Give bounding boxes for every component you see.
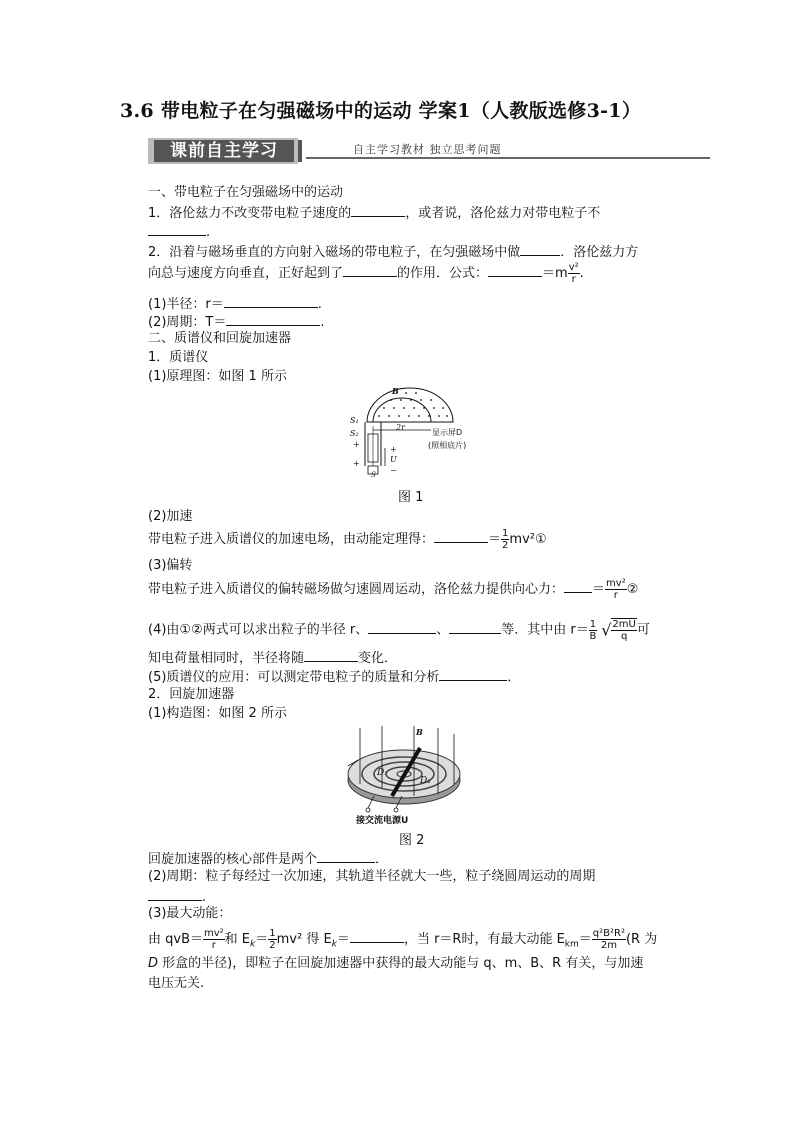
text: ② [626, 582, 639, 597]
text: (R 为 [625, 932, 658, 947]
subheading-mass-spectrometer: 1．质谱仪 [148, 350, 209, 365]
fig1-label-s: S [371, 471, 376, 479]
paragraph-2-cont [148, 262, 584, 285]
figure-1-caption: 图 1 [398, 490, 424, 505]
paragraph-6 [148, 667, 520, 686]
fill-blank[interactable] [317, 849, 375, 863]
text: 带电粒子进入质谱仪的偏转磁场做匀速圆周运动，洛伦兹力提供向心力： [148, 582, 565, 597]
section-1-heading: 一、带电粒子在匀强磁场中的运动 [148, 185, 344, 200]
fill-blank[interactable] [350, 929, 404, 943]
section-2-heading: 二、质谱仪和回旋加速器 [148, 331, 292, 346]
fill-blank[interactable] [434, 529, 488, 543]
text: mv² 得 E [276, 932, 332, 947]
text: (2)周期：T＝ [148, 315, 227, 330]
banner-divider [298, 140, 302, 162]
figure-1-intro: (1)原理图：如图 1 所示 [148, 369, 287, 384]
fill-blank[interactable] [351, 203, 405, 217]
text: 、 [436, 622, 450, 638]
max-energy-explanation [148, 955, 643, 972]
paragraph-1 [148, 203, 600, 222]
denominator: 2m [600, 940, 617, 951]
fig1-label-film: (照相底片) [428, 441, 467, 450]
text: 回旋加速器的核心部件是两个 [148, 852, 318, 867]
fill-blank[interactable] [148, 887, 202, 901]
numerator: 1 [502, 528, 509, 539]
figure-2-intro: (1)构造图：如图 2 所示 [148, 706, 287, 721]
text: 1．洛伦兹力不改变带电粒子速度的 [148, 206, 352, 221]
fig1-label-u: U [390, 455, 397, 464]
fill-blank[interactable] [148, 222, 206, 236]
period-line [148, 312, 325, 331]
cyclotron-diagram [346, 724, 462, 824]
fill-blank[interactable] [439, 667, 507, 681]
fill-blank[interactable] [304, 648, 358, 662]
text: ＝ [255, 932, 269, 947]
paragraph-1-cont [148, 222, 210, 241]
fraction [611, 618, 636, 642]
text: . [317, 297, 322, 312]
paragraph-4 [148, 618, 650, 642]
section-banner [148, 138, 710, 164]
fill-blank[interactable] [564, 579, 592, 593]
text: ＝ [488, 532, 502, 547]
fig1-label-2r: 2r [396, 423, 405, 432]
text: 由 qvB＝ [148, 932, 203, 947]
text: ＝ [578, 932, 592, 947]
text: 带电粒子进入质谱仪的加速电场，由动能定理得： [148, 532, 435, 547]
fraction [203, 928, 225, 951]
max-energy-conclusion: 电压无关. [148, 976, 205, 991]
text: ． [375, 852, 389, 867]
page-title: 3.6 带电粒子在匀强磁场中的运动 学案1（人教版选修3-1） [120, 100, 642, 122]
fig1-minus-sign: − [390, 466, 397, 475]
numerator: mv² [204, 928, 224, 939]
fig1-label-b: B [392, 386, 399, 396]
text: ． [507, 670, 521, 685]
text: . [579, 266, 584, 281]
fig1-label-s2: S₂ [350, 429, 359, 438]
period-text: (2)周期：粒子每经过一次加速，其轨道半径就大一些，粒子绕圆周运动的周期 [148, 869, 596, 884]
period-text-cont [148, 887, 206, 906]
figure-2-caption: 图 2 [399, 833, 425, 848]
max-energy-heading: (3)最大动能： [148, 906, 232, 921]
denominator: B [589, 630, 597, 642]
radius-line [148, 294, 322, 313]
text: . [206, 225, 211, 240]
text: 向总与速度方向垂直，正好起到了 [148, 266, 344, 281]
fill-blank[interactable] [343, 263, 397, 277]
numerator: 1 [269, 928, 276, 939]
fig2-label-b: B [416, 727, 423, 737]
text: ，当 r＝R时，有最大动能 E [403, 932, 565, 947]
denominator: r [211, 940, 216, 951]
text: ＝ [336, 932, 350, 947]
fraction [268, 928, 276, 951]
numerator: v² [568, 262, 579, 273]
banner-label: 课前自主学习 [154, 140, 294, 162]
text: ．洛伦兹力方 [560, 245, 639, 260]
text: . [202, 890, 207, 905]
text: 2．沿着与磁场垂直的方向射入磁场的带电粒子，在匀强磁场中做 [148, 245, 521, 260]
max-energy-formula [148, 928, 657, 954]
text: ，或者说，洛伦兹力对带电粒子不 [405, 206, 601, 221]
text: mv²① [509, 532, 547, 547]
fraction [589, 619, 597, 642]
text: (1)半径：r＝ [148, 297, 224, 312]
numerator: q²B²R² [592, 928, 625, 939]
banner-rule [306, 157, 710, 159]
fraction [605, 578, 627, 601]
text: . [320, 315, 325, 330]
denominator: 2 [502, 540, 509, 551]
numerator: 2mU [612, 619, 636, 630]
sqrt-sign: √ [601, 620, 612, 640]
fig1-label-s1: S₁ [350, 416, 359, 425]
numerator: mv² [606, 578, 626, 589]
subheading-cyclotron: 2．回旋加速器 [148, 687, 235, 702]
text: 和 E [224, 932, 251, 947]
subscript: km [564, 939, 579, 950]
text: 变化． [358, 651, 398, 666]
fill-blank[interactable] [520, 242, 560, 256]
core-components [148, 849, 388, 868]
denominator: r [613, 590, 618, 601]
numerator: 1 [589, 618, 597, 630]
text: 形盒的半径)，即粒子在回旋加速器中获得的最大动能与 q、m、B、R 有关，与加速 [158, 956, 644, 971]
fig2-label-d1: D₁ [377, 768, 388, 778]
fig1-plus-sign: + [353, 440, 360, 449]
fig2-label-d2: D₂ [420, 776, 431, 786]
deflection-text [148, 578, 638, 601]
paragraph-5 [148, 648, 397, 667]
fig1-plus-sign: + [390, 445, 397, 454]
text: D [148, 956, 159, 971]
text: 等．其中由 r＝ [501, 622, 589, 638]
banner-subtitle: 自主学习教材 独立思考问题 [353, 143, 502, 156]
text: 知电荷量相同时，半径将随 [148, 651, 305, 666]
denominator: q [620, 631, 628, 642]
fig2-label-source: 接交流电源U [356, 816, 409, 826]
fig1-label-screen: 显示屏D [432, 428, 463, 437]
fill-blank[interactable] [226, 312, 320, 326]
subscript: k [331, 939, 337, 950]
fraction [568, 262, 580, 285]
fill-blank[interactable] [449, 620, 501, 634]
text: 可 [636, 622, 650, 638]
fill-blank[interactable] [368, 620, 436, 634]
fill-blank[interactable] [488, 263, 542, 277]
acceleration-text [148, 528, 547, 551]
subscript: k [250, 939, 256, 950]
text: (4)由①②两式可以求出粒子的半径 r、 [148, 622, 369, 638]
text: ＝ [592, 582, 606, 597]
acceleration-heading: (2)加速 [148, 509, 193, 524]
denominator: 2 [269, 940, 276, 951]
text: ＝m [542, 266, 568, 281]
fraction [592, 928, 626, 951]
fill-blank[interactable] [224, 294, 318, 308]
text: 的作用．公式： [397, 266, 489, 281]
paragraph-2 [148, 242, 638, 261]
text: (5)质谱仪的应用：可以测定带电粒子的质量和分析 [148, 670, 440, 685]
deflection-heading: (3)偏转 [148, 558, 193, 573]
denominator: r [571, 274, 576, 285]
fig1-plus-sign: + [353, 459, 360, 468]
